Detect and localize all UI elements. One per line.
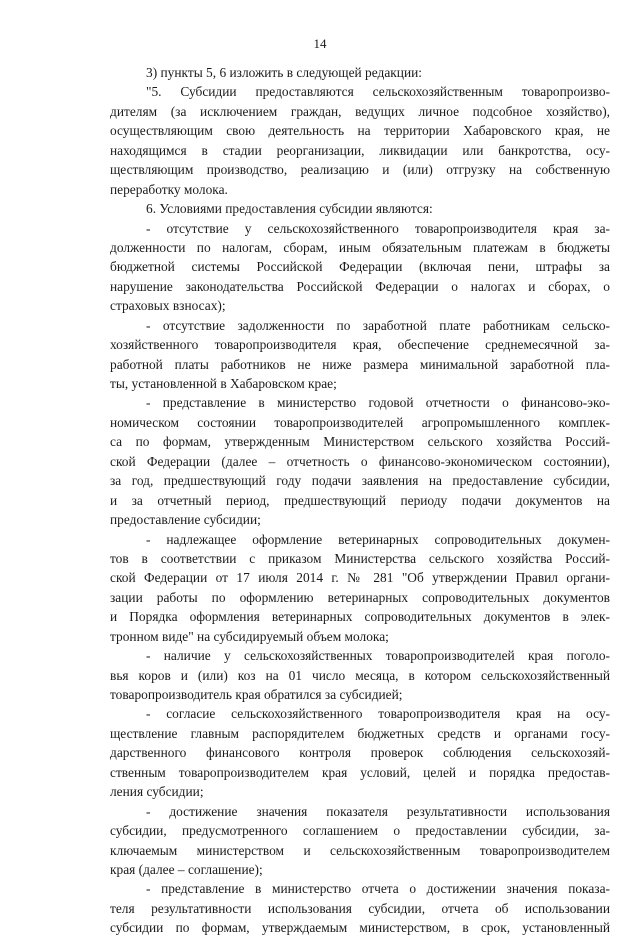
text-line: работной платы работников не ниже размера минимальной заработной пла- [110, 356, 610, 372]
text-line: - наличие у сельскохозяйственных товаропроизводителей края поголо- [146, 648, 610, 664]
text-line: ществление главным распорядителем бюджетных средств и органами госу- [110, 725, 610, 741]
text-line: 3) пункты 5, 6 изложить в следующей редакции: [146, 65, 422, 80]
text-line: - согласие сельскохозяйственного товаропроизводителя края на осу- [146, 706, 610, 722]
text-line: и за отчетный период, предшествующий периоду подачи документов на [110, 492, 610, 508]
text-line: ской Федерации от 17 июля 2014 г. № 281 "Об утверждении Правил органи- [110, 570, 610, 586]
text-line: вья коров и (или) коз на 01 число месяца, в котором сельскохозяйственный [110, 667, 610, 683]
text-line: осуществляющим свою деятельность на территории Хабаровского края, не [110, 123, 610, 139]
text-line: ществляющим производство, реализацию и (или) отгрузку на собственную [110, 162, 610, 178]
text-line: ления субсидии; [110, 784, 204, 800]
text-line: долженности по налогам, сборам, иным обязательным платежам в бюджеты [110, 239, 610, 255]
text-line: тронном виде" на субсидируемый объем молока; [110, 628, 389, 644]
text-line: бюджетной системы Российской Федерации (включая пени, штрафы за [110, 259, 610, 275]
text-line: зации работы по оформлению ветеринарных сопроводительных документов [110, 589, 610, 605]
text-line: 6. Условиями предоставления субсидии являются: [146, 201, 433, 217]
text-line: страховых взносах); [110, 298, 226, 314]
text-line: - представление в министерство отчета о достижении значения показа- [146, 881, 610, 897]
text-line: за год, предшествующий году подачи заявления на предоставление субсидии, [110, 473, 610, 489]
text-line: теля результативности использования субсидии, отчета об использовании [110, 900, 610, 916]
text-line: тов в соответствии с приказом Министерства сельского хозяйства Россий- [110, 550, 610, 566]
text-line: находящимся в стадии реорганизации, ликвидации или банкротства, осу- [110, 142, 610, 158]
text-line: предоставление субсидии; [110, 512, 261, 528]
page-number: 14 [313, 36, 327, 51]
text-line: - отсутствие у сельскохозяйственного товаропроизводителя края за- [146, 220, 610, 236]
text-line: и Порядка оформления ветеринарных сопроводительных документов в элек- [110, 609, 610, 625]
text-line: переработку молока. [110, 181, 228, 197]
text-line: ключаемым министерством и сельскохозяйственным товаропроизводителем [110, 842, 610, 858]
text-line: ской Федерации (далее – отчетность о финансово-экономическом состоянии), [110, 453, 610, 469]
text-line: края (далее – соглашение); [110, 861, 263, 877]
text-line: товаропроизводитель края обратился за субсидией; [110, 687, 403, 702]
text-line: хозяйственного товаропроизводителя края, обеспечение среднемесячной за- [110, 337, 610, 353]
text-line: - надлежащее оформление ветеринарных сопроводительных докумен- [146, 531, 610, 547]
text-line: - отсутствие задолженности по заработной плате работникам сельско- [146, 317, 610, 333]
document-body [110, 63, 610, 938]
text-line: субсидии, предусмотренного соглашением о предоставлении субсидии, за- [110, 823, 610, 839]
text-line: са по формам, утвержденным Министерством сельского хозяйства Россий- [110, 434, 610, 450]
text-line: - достижение значения показателя результативности использования [146, 803, 610, 819]
text-line: "5. Субсидии предоставляются сельскохозяйственным товаропроизво- [146, 84, 610, 100]
text-line: дарственного финансового контроля проверок соблюдения сельскохозяй- [110, 745, 610, 761]
text-line: дителям (за исключением граждан, ведущих личное подсобное хозяйство), [110, 103, 610, 119]
text-line: субсидии по формам, утверждаемым министерством, в срок, установленный [110, 920, 610, 936]
text-line: нарушение законодательства Российской Федерации о налогах и сборах, о [110, 278, 610, 294]
text-line: ты, установленной в Хабаровском крае; [110, 376, 337, 391]
text-line: - представление в министерство годовой отчетности о финансово-эко- [146, 395, 610, 411]
text-line: номическом состоянии товаропроизводителей агропромышленного комплек- [110, 414, 610, 430]
text-line: ственным товаропроизводителем края условий, целей и порядка предостав- [110, 764, 610, 780]
